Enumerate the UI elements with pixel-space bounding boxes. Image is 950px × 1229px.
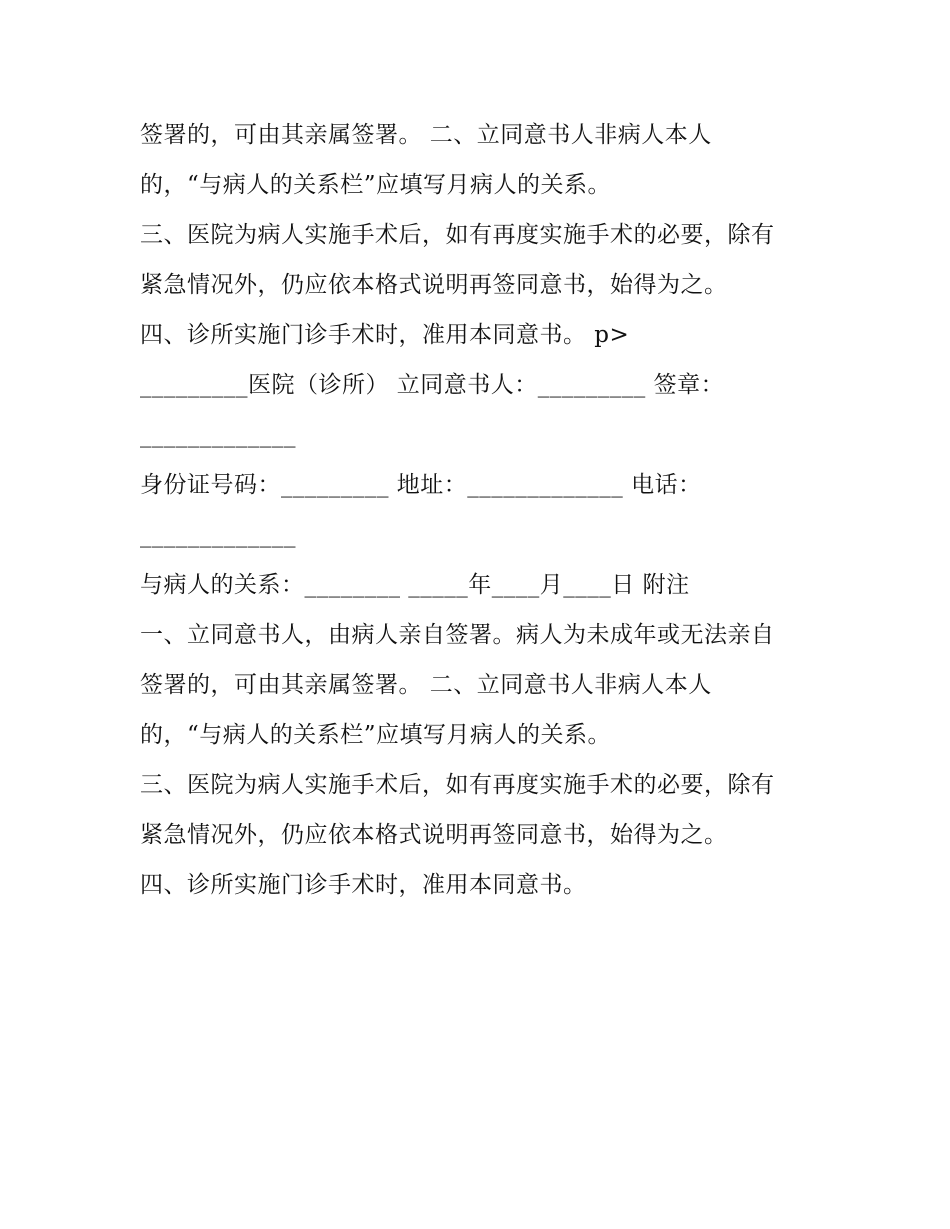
note-line: 签署的，可由其亲属签署。 二、立同意书人非病人本人 xyxy=(140,672,712,698)
phone-blank: _____________ xyxy=(140,522,296,548)
note-line: 三、医院为病人实施手术后，如有再度实施手术的必要，除有 xyxy=(140,772,775,798)
document-page xyxy=(140,110,830,910)
text-line: 紧急情况外，仍应依本格式说明再签同意书，始得为之。 xyxy=(140,272,728,298)
note-line: 紧急情况外，仍应依本格式说明再签同意书，始得为之。 xyxy=(140,822,728,848)
note-line: 一、立同意书人，由病人亲自签署。病人为未成年或无法亲自 xyxy=(140,622,775,648)
note-line: 的，“与病人的关系栏”应填写月病人的关系。 xyxy=(140,722,612,748)
text-line: 的，“与病人的关系栏”应填写月病人的关系。 xyxy=(140,172,612,198)
text-line: 签署的，可由其亲属签署。 二、立同意书人非病人本人 xyxy=(140,122,712,148)
signature-line-hospital: _________医院（诊所） 立同意书人：_________ 签章： xyxy=(140,372,725,398)
note-line: 四、诊所实施门诊手术时，准用本同意书。 xyxy=(140,872,587,898)
signature-blank: _____________ xyxy=(140,422,296,448)
text-line: 四、诊所实施门诊手术时，准用本同意书。 p> xyxy=(140,322,630,348)
id-address-phone-line: 身份证号码：_________ 地址：_____________ 电话： xyxy=(140,472,702,498)
text-line: 三、医院为病人实施手术后，如有再度实施手术的必要，除有 xyxy=(140,222,775,248)
relation-date-line: 与病人的关系：________ _____年____月____日 附注 xyxy=(140,572,690,598)
